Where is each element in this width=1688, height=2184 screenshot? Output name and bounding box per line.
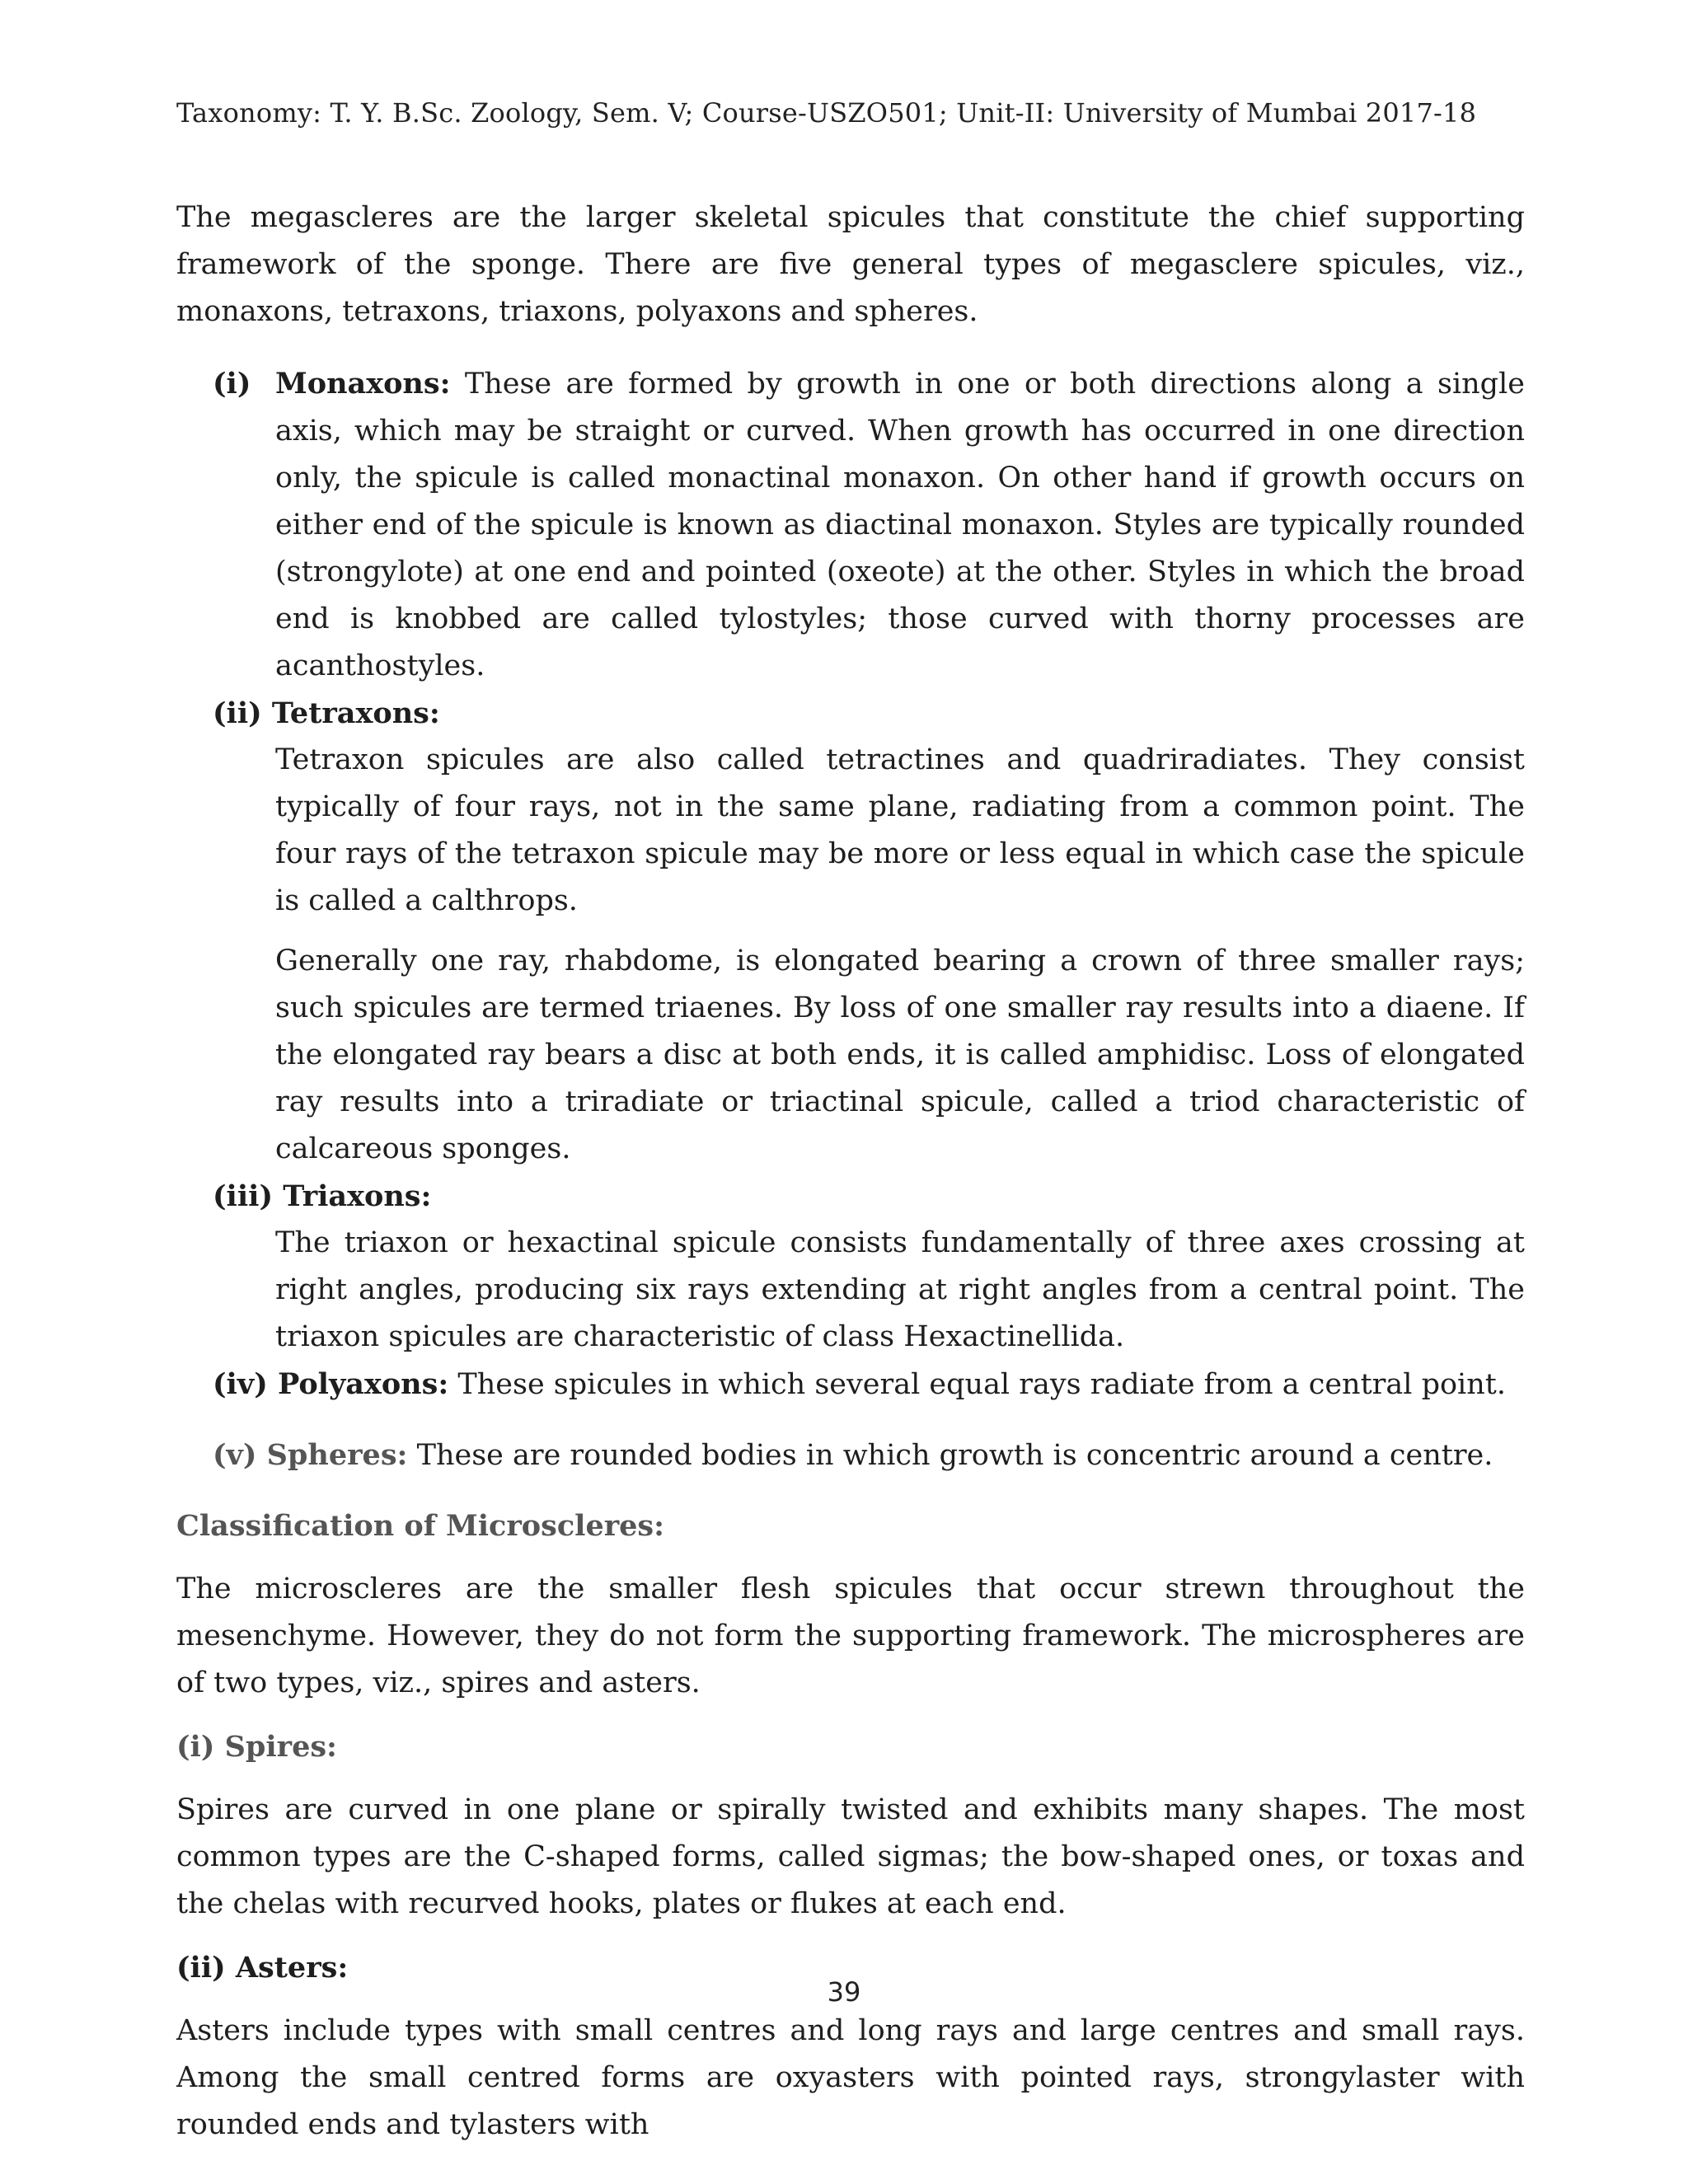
spheres-title: (v) Spheres: xyxy=(213,1438,408,1472)
triaxons-text: The triaxon or hexactinal spicule consists fundamentally of three axes crossing at right angles, producing six rays extending at right angles from a central point. The triaxon spicules are characteristic of class Hexactinellida. xyxy=(275,1226,1525,1353)
monaxons-body xyxy=(275,360,1525,690)
spires-paragraph: Spires are curved in one plane or spirally twisted and exhibits many shapes. The most common types are the C-shaped forms, called sigmas; the bow-shaped ones, or toxas and the chelas with recurved hooks, plates or flukes at each end. xyxy=(176,1793,1525,1920)
polyaxons-text: These spicules in which several equal rays radiate from a central point. xyxy=(457,1368,1506,1401)
spheres-text: These are rounded bodies in which growth is concentric around a centre. xyxy=(416,1439,1493,1472)
monaxons-title: Monaxons: xyxy=(275,367,451,401)
monaxons-text: These are formed by growth in one or both directions along a single axis, which may be straight or curved. When growth has occurred in one direction only, the spicule is called monactinal monaxon. On other hand if growth occurs on either end of the spicule is known as diactinal monaxon. Styles are typically rounded (strongylote) at one end and pointed (oxeote) at the other. Styles in which the broad end is knobbed are called tylostyles; those curved with thorny processes are acanthostyles. xyxy=(275,368,1525,682)
polyaxons-title: (iv) Polyaxons: xyxy=(213,1367,449,1401)
microscleres-heading: Classification of Microscleres: xyxy=(176,1509,665,1543)
tetraxons-title: (ii) Tetraxons: xyxy=(213,696,440,730)
tetraxons-para-1: Tetraxon spicules are also called tetractines and quadriradiates. They consist typically of four rays, not in the same plane, radiating from a common point. The four rays of the tetraxon spicule may be more or less equal in which case the spicule is called a calthrops. xyxy=(275,743,1525,917)
monaxons-item xyxy=(213,360,1525,690)
monaxons-marker: (i) xyxy=(213,367,251,401)
page-number: 39 xyxy=(827,1976,861,2008)
microscleres-paragraph: The microscleres are the smaller flesh spicules that occur strewn throughout the mesenchyme. However, they do not form the supporting framework. The microspheres are of two types, viz., spires and asters. xyxy=(176,1572,1525,1699)
running-header: Taxonomy: T. Y. B.Sc. Zoology, Sem. V; Course-USZO501; Unit-II: University of Mumbai 2017-18 xyxy=(176,97,1477,129)
intro-paragraph: The megascleres are the larger skeletal spicules that constitute the chief supporting framework of the sponge. There are five general types of megasclere spicules, viz., monaxons, tetraxons, triaxons, polyaxons and spheres. xyxy=(176,201,1525,328)
spires-heading: (i) Spires: xyxy=(176,1730,337,1764)
triaxons-title: (iii) Triaxons: xyxy=(213,1179,432,1213)
asters-paragraph: Asters include types with small centres and long rays and large centres and small rays. Among the small centred forms are oxyasters with pointed rays, strongylaster with rounded ends and tylasters with xyxy=(176,2014,1525,2141)
spheres-item xyxy=(213,1432,1525,1479)
page-body xyxy=(176,194,1525,2149)
asters-heading: (ii) Asters: xyxy=(176,1951,349,1985)
polyaxons-item xyxy=(213,1361,1525,1408)
tetraxons-para-2: Generally one ray, rhabdome, is elongated bearing a crown of three smaller rays; such spicules are termed triaenes. By loss of one smaller ray results into a diaene. If the elongated ray bears a disc at both ends, it is called amphidisc. Loss of elongated ray results into a triradiate or triactinal spicule, called a triod characteristic of calcareous sponges. xyxy=(275,944,1525,1165)
